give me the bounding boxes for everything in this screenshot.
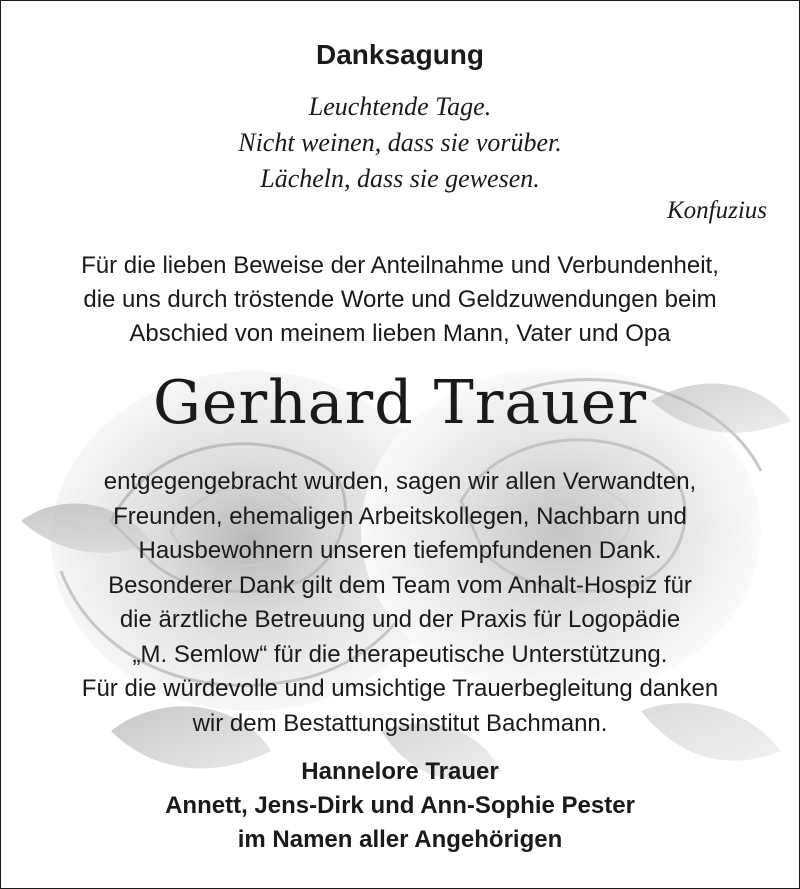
poem-line: Nicht weinen, dass sie vorüber. [238,128,562,157]
notice-heading: Danksagung [315,39,485,70]
intro-line: Für die lieben Beweise der Anteilnahme und Verbundenheit, [81,252,719,279]
signature-line: Annett, Jens-Dirk und Ann-Sophie Pester [165,792,635,819]
deceased-name: Gerhard Trauer [153,368,647,438]
poem-line: Lächeln, dass sie gewesen. [260,164,540,193]
notice-content [1,1,799,888]
signatures [1,755,799,857]
poem-author: Konfuzius [666,197,767,224]
thanks-line: Besonderer Dank gilt dem Team vom Anhalt-Hospiz für [108,571,692,599]
thanks-line: wir dem Bestattungsinstitut Bachmann. [192,709,608,737]
thanks-line: entgegengebracht wurden, sagen wir allen Verwandten, [103,468,697,495]
signature-line: Hannelore Trauer [301,758,499,785]
intro-line: die uns durch tröstende Worte und Geldzuwendungen beim [83,286,717,313]
thanks-line: Hausbewohnern unseren tiefempfundenen Dank. [138,537,662,564]
poem-line: Leuchtende Tage. [308,92,492,121]
signature-line: im Namen aller Angehörigen [237,826,563,853]
thanks-paragraph [1,465,799,741]
thanks-line: die ärztliche Betreuung und der Praxis für Logopädie [119,606,681,633]
thanks-line: Für die würdevolle und umsichtige Trauerbegleitung danken [81,675,719,702]
poem-quote [1,89,799,197]
thanks-line: „M. Semlow“ für die therapeutische Unterstützung. [132,640,668,668]
intro-line: Abschied von meinem lieben Mann, Vater und Opa [129,320,671,347]
thanks-line: Freunden, ehemaligen Arbeitskollegen, Nachbarn und [113,502,687,530]
intro-paragraph [1,249,799,351]
